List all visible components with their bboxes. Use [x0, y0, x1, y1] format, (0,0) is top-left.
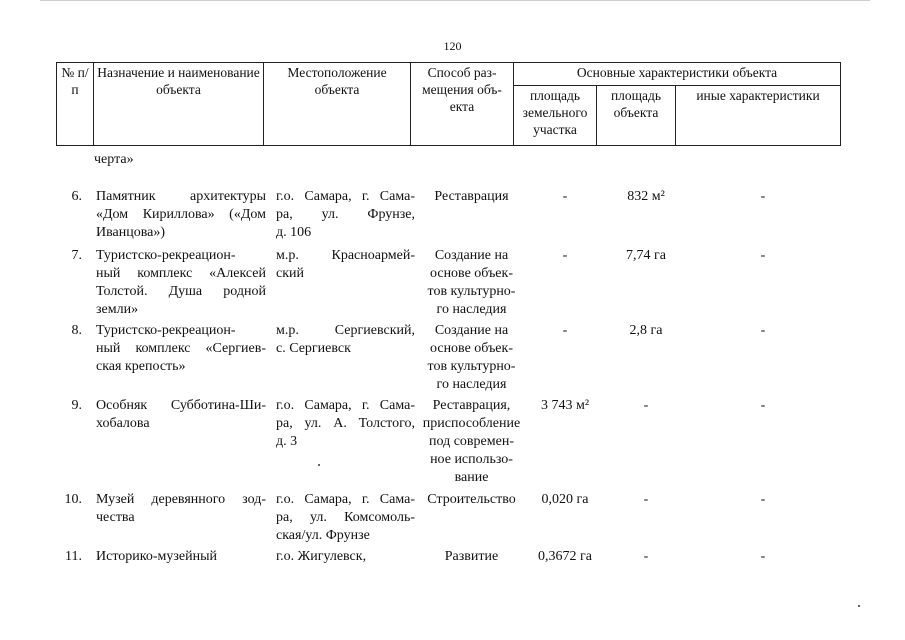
object-location-line: г.о. Самара, г. Сама- — [276, 492, 415, 507]
row-number: 11. — [65, 549, 82, 564]
placement-method — [420, 247, 523, 319]
object-location-line: ская/ул. Фрунзе — [276, 528, 370, 543]
object-name-line: «Дом Кириллова» («Дом — [96, 207, 266, 222]
object-name-line: Туристско-рекреацион- — [96, 248, 236, 263]
placement-method — [420, 491, 523, 509]
placement-method-line: Создание на — [434, 248, 509, 263]
placement-method-line: Реставрация — [434, 189, 509, 204]
object-location — [276, 188, 415, 242]
placement-method-line: под современ- — [429, 434, 514, 449]
header-other: иные характеристики — [676, 86, 841, 146]
scan-speck — [858, 605, 860, 607]
placement-method-line: Реставрация, — [432, 398, 511, 413]
object-location — [276, 491, 415, 545]
object-name — [96, 548, 266, 566]
object-name-line: Иванцова») — [96, 225, 166, 240]
placement-method-line: Создание на — [434, 323, 509, 338]
placement-method-line: вание — [454, 470, 489, 485]
land-area: - — [562, 189, 568, 204]
other-characteristics: - — [760, 189, 766, 204]
land-area: 0,3672 га — [538, 549, 592, 564]
row-number: 9. — [71, 398, 82, 413]
object-area: 2,8 га — [629, 323, 663, 338]
continuation-text: черта» — [94, 152, 134, 167]
object-location-line: д. 3 — [276, 434, 298, 449]
object-location — [276, 397, 415, 451]
other-characteristics: - — [760, 492, 766, 507]
object-location-line: ра, ул. Комсомоль- — [276, 510, 415, 525]
placement-method-line: Развитие — [444, 549, 499, 564]
other-characteristics: - — [760, 248, 766, 263]
land-area: - — [562, 323, 568, 338]
object-area: - — [643, 398, 649, 413]
placement-method-line: основе объек- — [430, 341, 513, 356]
object-name-line: ская крепость» — [96, 359, 186, 374]
placement-method-line: ное использо- — [430, 452, 513, 467]
object-name-line: Историко-музейный — [96, 549, 217, 564]
object-location-line: г.о. Жигулевск, — [276, 549, 367, 564]
header-method: Способ раз-мещения объ-екта — [411, 63, 514, 146]
row-number: 8. — [71, 323, 82, 338]
other-characteristics: - — [760, 323, 766, 338]
header-location: Местоположение объекта — [264, 63, 411, 146]
placement-method-line: Строительство — [427, 492, 516, 507]
placement-method-line: приспособление — [422, 416, 521, 431]
placement-method-line: го наследия — [436, 302, 507, 317]
page-number: 120 — [443, 39, 462, 53]
placement-method-line: тов культурно- — [427, 284, 516, 299]
land-area: - — [562, 248, 568, 263]
object-name-line: ный комплекс «Сергиев- — [96, 341, 266, 356]
object-area: - — [643, 492, 649, 507]
object-location-line: ра, ул. А. Толстого, — [276, 416, 415, 431]
page-top-edge — [40, 0, 870, 1]
placement-method — [420, 188, 523, 206]
object-location-line: д. 106 — [276, 225, 312, 240]
placement-method-line: основе объек- — [430, 266, 513, 281]
header-num: № п/п — [57, 63, 94, 146]
scan-speck — [318, 464, 320, 466]
object-location — [276, 548, 415, 566]
object-name-line: Музей деревянного зод- — [96, 492, 266, 507]
land-area: 0,020 га — [541, 492, 589, 507]
object-name-line: хобалова — [96, 416, 150, 431]
other-characteristics: - — [760, 549, 766, 564]
object-location — [276, 247, 415, 283]
object-name — [96, 247, 266, 319]
header-object-area: площадь объекта — [597, 86, 676, 146]
object-location-line: г.о. Самара, г. Сама- — [276, 398, 415, 413]
object-name-line: Особняк Субботина-Ши- — [96, 398, 266, 413]
object-name — [96, 397, 266, 433]
object-location-line: ский — [276, 266, 304, 281]
table-header — [56, 62, 841, 146]
object-location-line: м.р. Красноармей- — [276, 248, 415, 263]
other-characteristics: - — [760, 398, 766, 413]
placement-method — [420, 548, 523, 566]
header-main-characteristics: Основные характеристики объекта — [514, 63, 841, 86]
row-number: 7. — [71, 248, 82, 263]
object-name-line: Туристско-рекреацион- — [96, 323, 236, 338]
object-name-line: земли» — [96, 302, 139, 317]
placement-method — [420, 397, 523, 487]
placement-method — [420, 322, 523, 394]
object-location-line: г.о. Самара, г. Сама- — [276, 189, 415, 204]
object-name-line: Толстой. Душа родной — [96, 284, 266, 299]
object-name-line: Памятник архитектуры — [96, 189, 266, 204]
object-name — [96, 188, 266, 242]
placement-method-line: го наследия — [436, 377, 507, 392]
object-location — [276, 322, 415, 358]
object-name-line: чества — [96, 510, 135, 525]
object-location-line: с. Сергиевск — [276, 341, 351, 356]
object-location-line: м.р. Сергиевский, — [276, 323, 415, 338]
object-area: 7,74 га — [626, 248, 666, 263]
object-name-line: ный комплекс «Алексей — [96, 266, 266, 281]
object-area: 832 м² — [627, 189, 665, 204]
object-name — [96, 322, 266, 376]
placement-method-line: тов культурно- — [427, 359, 516, 374]
object-location-line: ра, ул. Фрунзе, — [276, 207, 415, 222]
row-number: 6. — [71, 189, 82, 204]
header-name: Назначение и наименование объекта — [94, 63, 264, 146]
header-land-area: площадь земельного участка — [514, 86, 597, 146]
object-name — [96, 491, 266, 527]
row-number: 10. — [64, 492, 82, 507]
land-area: 3 743 м² — [540, 398, 590, 413]
object-area: - — [643, 549, 649, 564]
